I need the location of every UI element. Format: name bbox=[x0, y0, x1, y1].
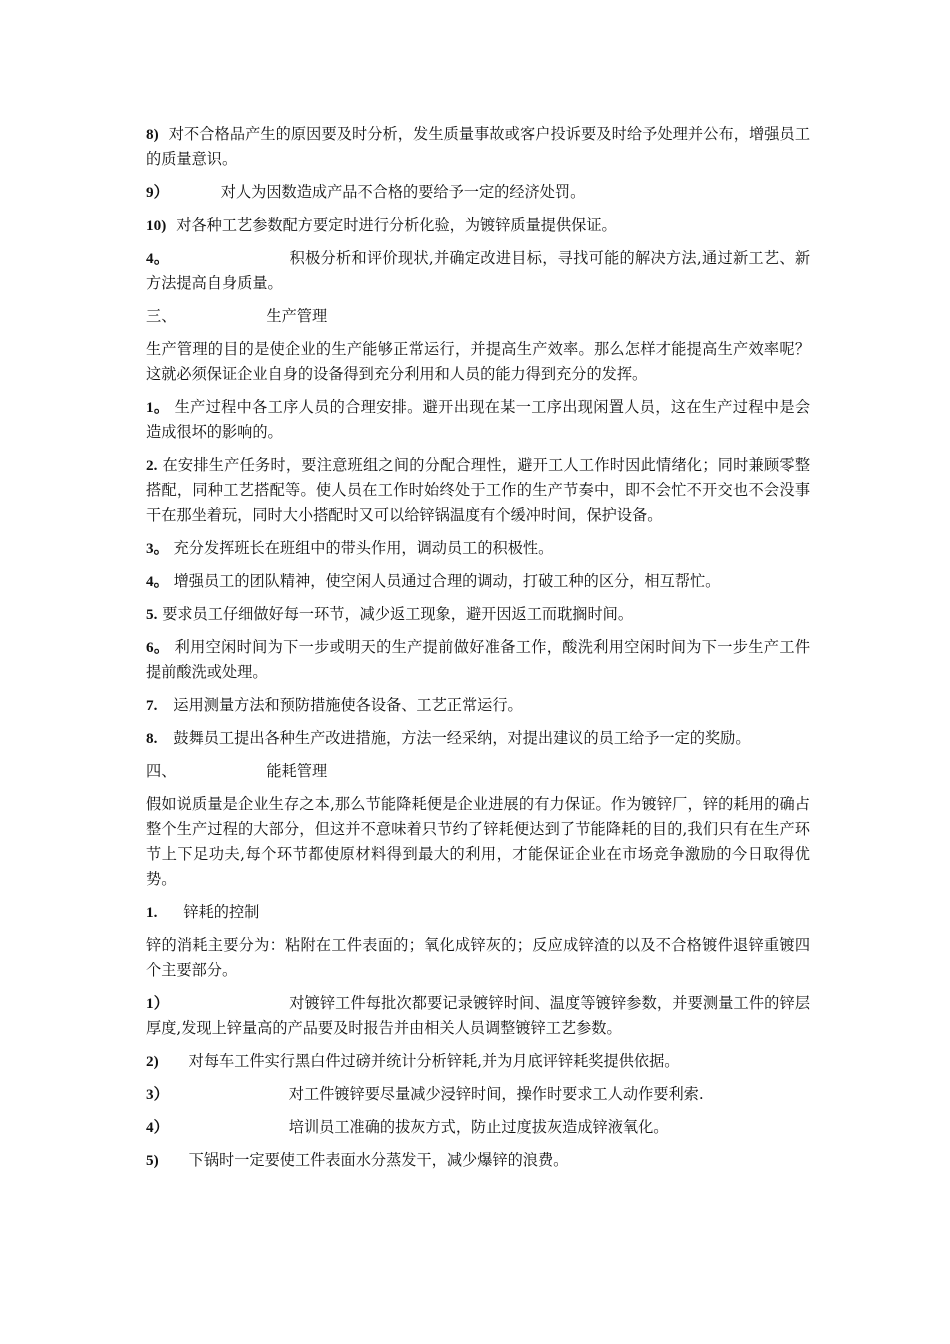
section-heading bbox=[146, 759, 810, 784]
paragraph bbox=[146, 933, 810, 983]
paragraph bbox=[146, 726, 810, 751]
paragraph bbox=[146, 246, 810, 296]
paragraph bbox=[146, 792, 810, 892]
paragraph bbox=[146, 536, 810, 561]
paragraph-text: 要求员工仔细做好每一环节，减少返工现象，避开因返工而耽搁时间。 bbox=[162, 605, 634, 623]
section-title: 能耗管理 bbox=[266, 762, 328, 780]
paragraph-text: 对工件镀锌要尽量减少浸锌时间，操作时要求工人动作要利索. bbox=[288, 1085, 704, 1103]
item-number: 3。 bbox=[146, 540, 169, 557]
paragraph bbox=[146, 635, 810, 685]
paragraph bbox=[146, 693, 810, 718]
section-title: 生产管理 bbox=[266, 307, 328, 325]
document-page bbox=[146, 122, 810, 1181]
paragraph-text: 运用测量方法和预防措施使各设备、工艺正常运行。 bbox=[173, 696, 523, 714]
item-number: 2) bbox=[146, 1053, 159, 1070]
section-number: 四、 bbox=[146, 762, 177, 780]
paragraph-text: 利用空闲时间为下一步或明天的生产提前做好准备工作，酸洗利用空闲时间为下一步生产工件提前酸洗或处理。 bbox=[146, 638, 811, 681]
paragraph-text: 鼓舞员工提出各种生产改进措施，方法一经采纳，对提出建议的员工给予一定的奖励。 bbox=[173, 729, 751, 747]
paragraph-text: 增强员工的团队精神，使空闲人员通过合理的调动，打破工种的区分，相互帮忙。 bbox=[173, 572, 721, 590]
paragraph bbox=[146, 213, 810, 238]
item-number: 4） bbox=[146, 1119, 169, 1136]
item-number: 7. bbox=[146, 697, 158, 714]
item-number: 1。 bbox=[146, 399, 170, 416]
section-heading bbox=[146, 304, 810, 329]
item-number: 8) bbox=[146, 126, 159, 143]
paragraph bbox=[146, 395, 810, 445]
paragraph-text: 对不合格品产生的原因要及时分析，发生质量事故或客户投诉要及时给予处理并公布，增强员工的质量意识。 bbox=[146, 125, 810, 168]
item-number: 4。 bbox=[146, 250, 170, 267]
paragraph bbox=[146, 1082, 810, 1107]
item-number: 5. bbox=[146, 606, 158, 623]
paragraph bbox=[146, 991, 810, 1041]
paragraph-text: 对人为因数造成产品不合格的要给予一定的经济处罚。 bbox=[220, 183, 586, 201]
paragraph bbox=[146, 122, 810, 172]
item-number: 3） bbox=[146, 1086, 169, 1103]
subheading-title: 锌耗的控制 bbox=[183, 903, 260, 921]
item-number: 1） bbox=[146, 995, 170, 1012]
paragraph-text: 锌的消耗主要分为：粘附在工件表面的；氧化成锌灰的；反应成锌渣的以及不合格镀件退锌重镀四个主要部分。 bbox=[146, 936, 810, 979]
subheading bbox=[146, 900, 810, 925]
section-number: 三、 bbox=[146, 307, 177, 325]
item-number: 9） bbox=[146, 184, 169, 201]
item-number: 6。 bbox=[146, 639, 170, 656]
paragraph-text: 积极分析和评价现状,并确定改进目标，寻找可能的解决方法,通过新工艺、新方法提高自身质量。 bbox=[146, 249, 811, 292]
item-number: 8. bbox=[146, 730, 158, 747]
paragraph-text: 假如说质量是企业生存之本,那么节能降耗便是企业进展的有力保证。作为镀锌厂，锌的耗用的确占整个生产过程的大部分，但这并不意味着只节约了锌耗便达到了节能降耗的目的,我们只有在生产环节上下足功夫,每个环节都使原材料得到最大的利用，才能保证企业在市场竞争激励的今日取得优势。 bbox=[146, 795, 810, 888]
paragraph bbox=[146, 1148, 810, 1173]
paragraph bbox=[146, 1049, 810, 1074]
paragraph bbox=[146, 453, 810, 528]
paragraph-text: 生产管理的目的是使企业的生产能够正常运行，并提高生产效率。那么怎样才能提高生产效率呢？这就必须保证企业自身的设备得到充分利用和人员的能力得到充分的发挥。 bbox=[146, 340, 810, 383]
paragraph bbox=[146, 1115, 810, 1140]
item-number: 5) bbox=[146, 1152, 159, 1169]
paragraph-text: 在安排生产任务时，要注意班组之间的分配合理性，避开工人工作时因此情绪化；同时兼顾零整搭配，同种工艺搭配等。使人员在工作时始终处于工作的生产节奏中，即不会忙不开交也不会没事干在那坐着玩，同时大小搭配时又可以给锌锅温度有个缓冲时间，保护设备。 bbox=[146, 456, 811, 524]
paragraph-text: 对各种工艺参数配方要定时进行分析化验，为镀锌质量提供保证。 bbox=[176, 216, 617, 234]
item-number: 4。 bbox=[146, 573, 169, 590]
item-number: 2. bbox=[146, 457, 158, 474]
paragraph bbox=[146, 337, 810, 387]
item-number: 1. bbox=[146, 904, 158, 921]
paragraph-text: 生产过程中各工序人员的合理安排。避开出现在某一工序出现闲置人员，这在生产过程中是会造成很坏的影响的。 bbox=[146, 398, 811, 441]
item-number: 10) bbox=[146, 217, 167, 234]
paragraph bbox=[146, 569, 810, 594]
paragraph bbox=[146, 602, 810, 627]
paragraph-text: 下锅时一定要使工件表面水分蒸发干，减少爆锌的浪费。 bbox=[188, 1151, 569, 1169]
paragraph-text: 充分发挥班长在班组中的带头作用，调动员工的积极性。 bbox=[173, 539, 554, 557]
paragraph-text: 对镀锌工件每批次都要记录镀锌时间、温度等镀锌参数，并要测量工件的锌层厚度,发现上锌量高的产品要及时报告并由相关人员调整镀锌工艺参数。 bbox=[146, 994, 811, 1037]
paragraph-text: 对每车工件实行黑白件过磅并统计分析锌耗,并为月底评锌耗奖提供依据。 bbox=[188, 1052, 680, 1070]
paragraph-text: 培训员工准确的拔灰方式，防止过度拔灰造成锌液氧化。 bbox=[288, 1118, 669, 1136]
paragraph bbox=[146, 180, 810, 205]
